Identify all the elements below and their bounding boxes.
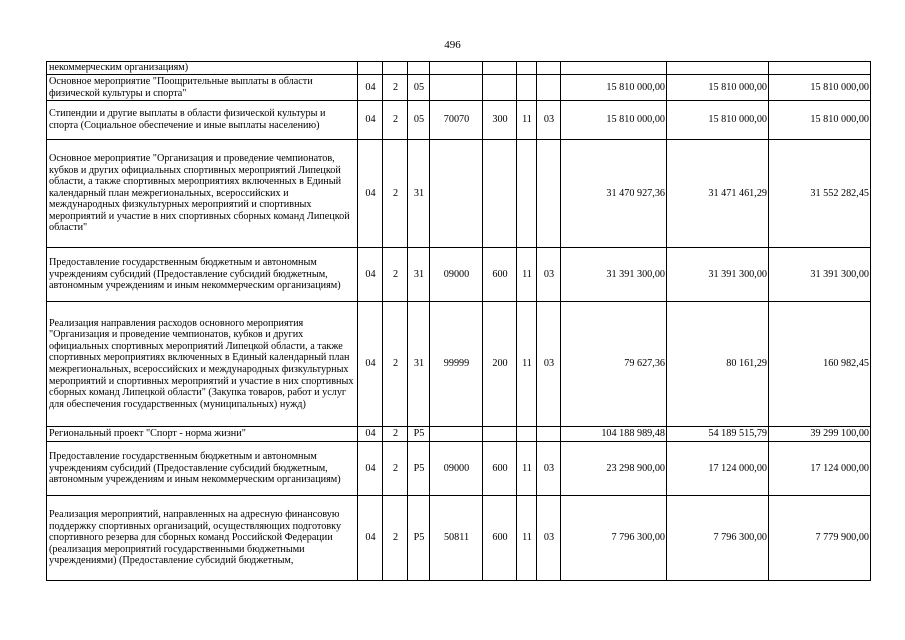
row-description: Реализация мероприятий, направленных на адресную финансовую поддержку спортивных организаций, осуществляющих подготовку спортивного резерва для сборных команд Российской Федерации (реализация мероприятий государственными бюджетными учреждениями) (Предоставление субсидий бюджетным, (47, 496, 358, 581)
row-description: Предоставление государственным бюджетным и автономным учреждениям субсидий (Предоставление субсидий бюджетным, автономным учреждениям и иным некоммерческим организациям) (47, 442, 358, 496)
subprogram-code: 2 (383, 101, 408, 140)
subprogram-code (383, 62, 408, 75)
subsection-code (537, 427, 561, 442)
amount-year-1: 31 470 927,36 (561, 140, 667, 248)
section-code: 11 (517, 496, 537, 581)
amount-year-2: 80 161,29 (667, 302, 769, 427)
direction-code: 70070 (430, 101, 483, 140)
direction-code (430, 427, 483, 442)
amount-year-3: 31 391 300,00 (769, 248, 871, 302)
row-description: Основное мероприятие "Организация и проведение чемпионатов, кубков и других официальных спортивных мероприятий Липецкой области, а также спортивных мероприятиях включенных в Единый календарный план межрегиональных, всероссийских и международных физкультурных мероприятий и спортивных мероприятий и участие в них спортивных сборных команд Липецкой области" (47, 140, 358, 248)
row-description: Основное мероприятие "Поощрительные выплаты в области физической культуры и спорта" (47, 75, 358, 101)
subsection-code (537, 62, 561, 75)
expense-type-code: 200 (483, 302, 517, 427)
table-row (47, 101, 871, 140)
amount-year-3: 39 299 100,00 (769, 427, 871, 442)
program-code: 04 (358, 442, 383, 496)
amount-year-2: 17 124 000,00 (667, 442, 769, 496)
subprogram-code: 2 (383, 496, 408, 581)
amount-year-1: 7 796 300,00 (561, 496, 667, 581)
budget-table (46, 61, 871, 581)
section-code: 11 (517, 302, 537, 427)
subsection-code: 03 (537, 248, 561, 302)
event-code: 05 (408, 75, 430, 101)
direction-code (430, 62, 483, 75)
event-code: P5 (408, 427, 430, 442)
amount-year-1: 104 188 989,48 (561, 427, 667, 442)
expense-type-code: 600 (483, 442, 517, 496)
row-description: некоммерческим организациям) (47, 62, 358, 75)
subsection-code (537, 140, 561, 248)
amount-year-3: 17 124 000,00 (769, 442, 871, 496)
amount-year-2: 54 189 515,79 (667, 427, 769, 442)
event-code: 31 (408, 140, 430, 248)
expense-type-code (483, 75, 517, 101)
program-code: 04 (358, 140, 383, 248)
expense-type-code: 600 (483, 248, 517, 302)
amount-year-2: 15 810 000,00 (667, 101, 769, 140)
table-row (47, 62, 871, 75)
direction-code (430, 140, 483, 248)
expense-type-code (483, 427, 517, 442)
amount-year-3: 31 552 282,45 (769, 140, 871, 248)
amount-year-1 (561, 62, 667, 75)
amount-year-1: 23 298 900,00 (561, 442, 667, 496)
expense-type-code: 300 (483, 101, 517, 140)
event-code: 31 (408, 248, 430, 302)
table-row (47, 248, 871, 302)
direction-code (430, 75, 483, 101)
amount-year-2: 7 796 300,00 (667, 496, 769, 581)
row-description: Стипендии и другие выплаты в области физической культуры и спорта (Социальное обеспечение и иные выплаты населению) (47, 101, 358, 140)
program-code (358, 62, 383, 75)
amount-year-2: 31 391 300,00 (667, 248, 769, 302)
page-number: 496 (444, 39, 461, 51)
amount-year-1: 15 810 000,00 (561, 101, 667, 140)
subprogram-code: 2 (383, 75, 408, 101)
section-code: 11 (517, 248, 537, 302)
direction-code: 09000 (430, 442, 483, 496)
subprogram-code: 2 (383, 248, 408, 302)
amount-year-2: 31 471 461,29 (667, 140, 769, 248)
section-code (517, 427, 537, 442)
table-row (47, 442, 871, 496)
row-description: Реализация направления расходов основного мероприятия "Организация и проведение чемпионатов, кубков и других официальных спортивных мероприятий Липецкой области, а также спортивных мероприятиях включенных в Единый календарный план межрегиональных, всероссийских и международных физкультурных мероприятий и спортивных мероприятий и участие в них спортивных сборных команд Липецкой области" (Закупка товаров, работ и услуг для обеспечения государственных (муниципальных) нужд) (47, 302, 358, 427)
amount-year-2: 15 810 000,00 (667, 75, 769, 101)
amount-year-1: 31 391 300,00 (561, 248, 667, 302)
direction-code: 50811 (430, 496, 483, 581)
subprogram-code: 2 (383, 302, 408, 427)
expense-type-code (483, 140, 517, 248)
table-row (47, 75, 871, 101)
program-code: 04 (358, 302, 383, 427)
amount-year-3: 15 810 000,00 (769, 75, 871, 101)
row-description: Предоставление государственным бюджетным и автономным учреждениям субсидий (Предоставление субсидий бюджетным, автономным учреждениям и иным некоммерческим организациям) (47, 248, 358, 302)
event-code (408, 62, 430, 75)
section-code (517, 62, 537, 75)
amount-year-3: 160 982,45 (769, 302, 871, 427)
section-code (517, 75, 537, 101)
table-row (47, 302, 871, 427)
amount-year-1: 15 810 000,00 (561, 75, 667, 101)
section-code (517, 140, 537, 248)
program-code: 04 (358, 427, 383, 442)
expense-type-code: 600 (483, 496, 517, 581)
subsection-code: 03 (537, 101, 561, 140)
table-row (47, 496, 871, 581)
subprogram-code: 2 (383, 140, 408, 248)
subprogram-code: 2 (383, 442, 408, 496)
table-row (47, 140, 871, 248)
subsection-code (537, 75, 561, 101)
event-code: 31 (408, 302, 430, 427)
event-code: 05 (408, 101, 430, 140)
amount-year-2 (667, 62, 769, 75)
direction-code: 99999 (430, 302, 483, 427)
program-code: 04 (358, 75, 383, 101)
table-row (47, 427, 871, 442)
row-description: Региональный проект "Спорт - норма жизни" (47, 427, 358, 442)
program-code: 04 (358, 496, 383, 581)
program-code: 04 (358, 101, 383, 140)
amount-year-3: 7 779 900,00 (769, 496, 871, 581)
event-code: P5 (408, 496, 430, 581)
subsection-code: 03 (537, 496, 561, 581)
amount-year-1: 79 627,36 (561, 302, 667, 427)
direction-code: 09000 (430, 248, 483, 302)
subprogram-code: 2 (383, 427, 408, 442)
program-code: 04 (358, 248, 383, 302)
expense-type-code (483, 62, 517, 75)
event-code: P5 (408, 442, 430, 496)
subsection-code: 03 (537, 302, 561, 427)
subsection-code: 03 (537, 442, 561, 496)
amount-year-3: 15 810 000,00 (769, 101, 871, 140)
section-code: 11 (517, 101, 537, 140)
section-code: 11 (517, 442, 537, 496)
amount-year-3 (769, 62, 871, 75)
